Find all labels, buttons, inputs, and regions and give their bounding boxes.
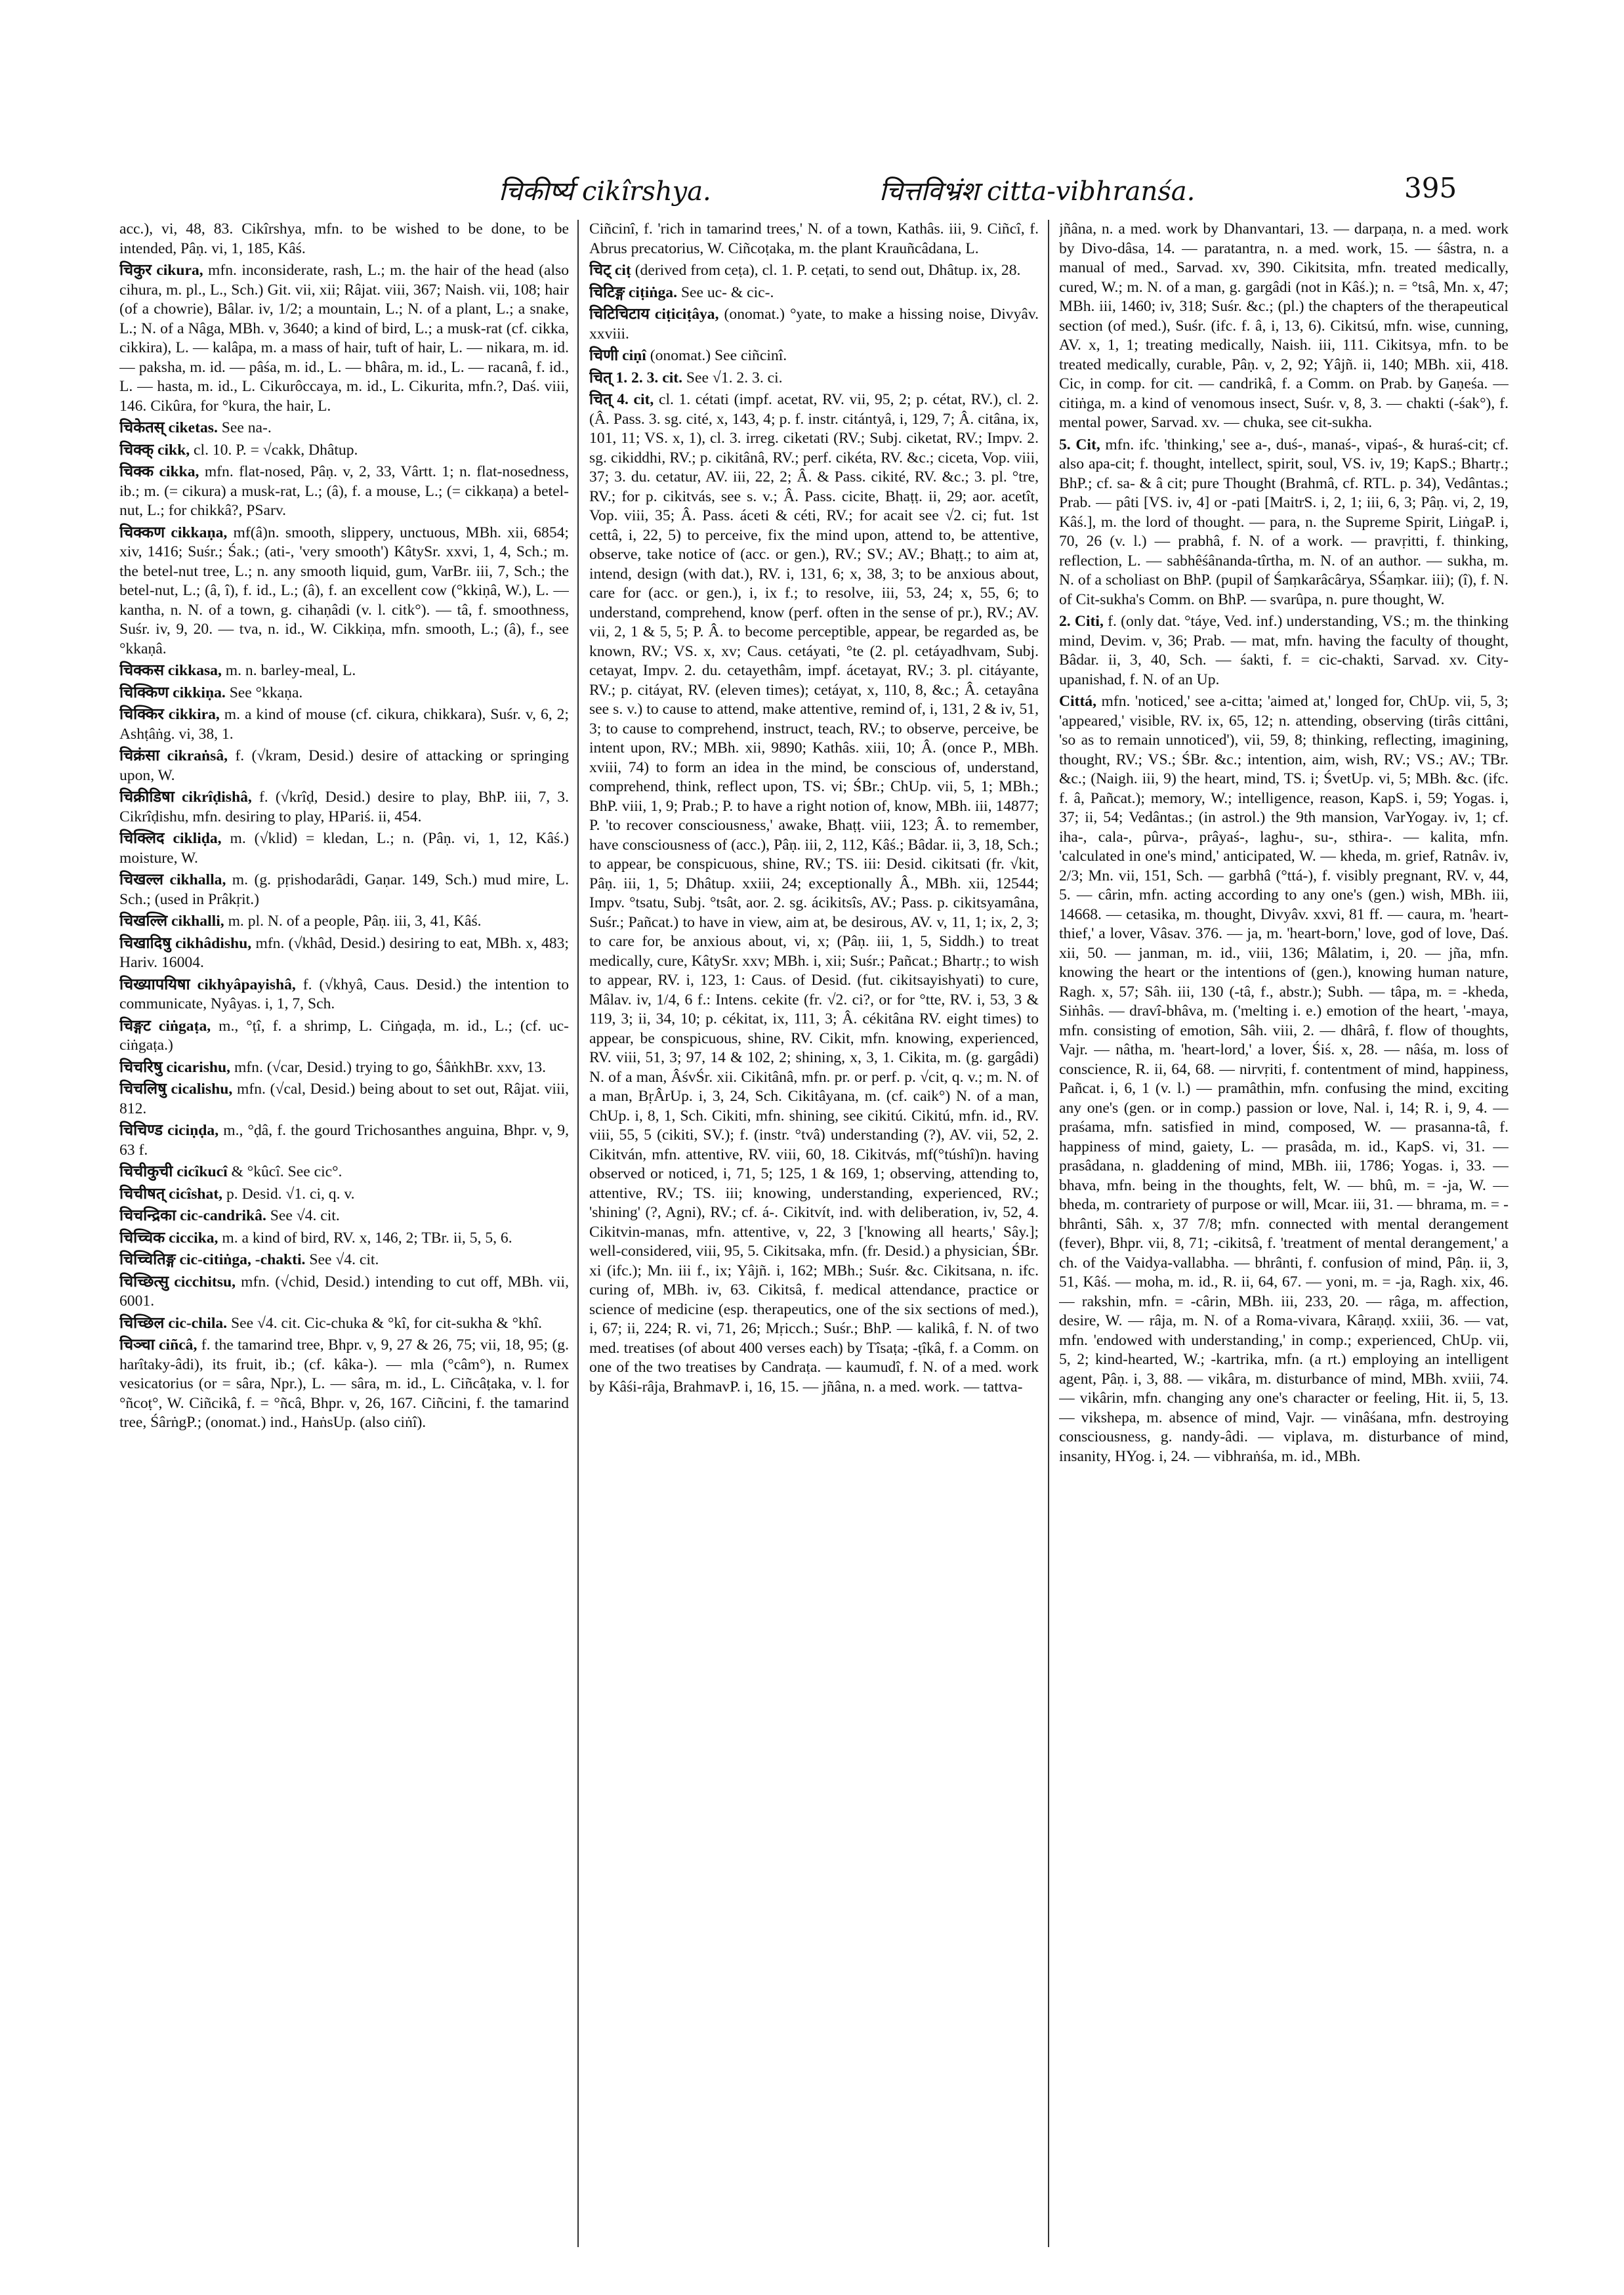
entry-text: m. a kind of mouse (cf. cikura, chikkara), Suśr. v, 6, 2; Ashṭâṅg. vi, 38, 1. <box>119 706 569 743</box>
entry-headword: चिक्क् cikk, <box>119 441 190 459</box>
entry-headword: चिचन्द्रिका cic-candrikâ. <box>119 1207 266 1224</box>
entry-headword: चिच्चितिङ्ग cic-citiṅga, -chakti. <box>119 1251 306 1268</box>
entry-text: See °kkaṇa. <box>229 684 303 701</box>
dictionary-entry <box>119 1229 569 1249</box>
dictionary-entry <box>119 788 569 827</box>
dictionary-entry <box>119 1080 569 1119</box>
dictionary-entry <box>1059 220 1509 433</box>
entry-text: See √4. cit. <box>309 1251 379 1268</box>
entry-headword: चिक्कस cikkasa, <box>119 662 222 679</box>
dictionary-entry <box>119 871 569 909</box>
entry-text: mf(â)n. smooth, slippery, unctuous, MBh. xii, 6854; xiv, 1416; Suśr.; Śak.; (ati-, 'very smooth') KâtySr. xxvi, 1, 4, Sch.; m. the betel-nut tree, L.; n. any smooth liquid, gum, VarBr. iii, 7, Sch.; the betel-nut, L.; (â, î), f. id., L.; (â), f. an excellent cow (°kkiṇâ, W.), L. — kantha, n. N. of a town, g. cihaṇâdi (v. l. citk°). — tâ, f. smoothness, Suśr. iv, 9, 20. — tva, n. id., W. Cikkiṇa, mfn. smooth, L.; (â), f., see °kkaṇâ. <box>119 524 569 657</box>
entry-headword: चिचरिषु cicarishu, <box>119 1058 231 1076</box>
dictionary-entry <box>119 524 569 659</box>
entry-headword: Cittá, <box>1059 693 1097 710</box>
dictionary-entry <box>119 976 569 1014</box>
entry-text: f. the tamarind tree, Bhpr. v, 9, 27 & 26, 75; vii, 18, 95; (g. harîtaky-âdi), its fruit, ib.; (cf. kâka-). — mla (°câm°), n. Rumex vesicatorius (or = sâra, Npr.), L. — sâra, m. id., L. Ciñcâṭaka, v. l. for °ñcoṭ°, W. Ciñcikâ, f. = °ñcâ, Bhpr. v, 26, 167. Ciñcini, f. the tamarind tree, ŚârṅgP.; (onomat.) ind., HaṅsUp. (also ciṅî). <box>119 1336 569 1431</box>
dictionary-entry <box>589 305 1039 344</box>
entry-text: mfn. (√cal, Desid.) being about to set out, Râjat. viii, 812. <box>119 1081 569 1117</box>
entry-headword: चिटिङ्ग ciṭiṅga. <box>589 283 677 301</box>
entry-headword: चिकेतस् ciketas. <box>119 419 218 436</box>
entry-headword: चिङ्गट ciṅgaṭa, <box>119 1017 211 1035</box>
entry-text: f. (√kram, Desid.) desire of attacking or springing upon, W. <box>119 747 569 784</box>
entry-headword: चित् 4. cit, <box>589 391 654 408</box>
dictionary-entry <box>119 1207 569 1226</box>
entry-text: See √4. cit. <box>270 1207 340 1224</box>
entry-text: m. (g. pṛishodarâdi, Gaṇar. 149, Sch.) mud mire, L. Sch.; (used in Prâkṛit.) <box>119 871 569 908</box>
dictionary-entry <box>119 261 569 416</box>
page-number: 395 <box>1404 172 1457 204</box>
entry-text: mfn. (√khâd, Desid.) desiring to eat, MBh. x, 483; Hariv. 16004. <box>119 934 569 971</box>
entry-headword: चिख्यापयिषा cikhyâpayishâ, <box>119 976 296 993</box>
entry-text: See √1. 2. 3. ci. <box>686 369 783 386</box>
dictionary-entry <box>589 390 1039 1397</box>
dictionary-entry <box>1059 436 1509 610</box>
entry-headword: चित् 1. 2. 3. cit. <box>589 369 683 386</box>
entry-text: mfn. (√car, Desid.) trying to go, ŚâṅkhBr. xxv, 13. <box>234 1058 547 1076</box>
dictionary-entry <box>119 1185 569 1205</box>
entry-text: Ciñcinî, f. 'rich in tamarind trees,' N. of a town, Kathâs. iii, 9. Ciñcî, f. Abrus precatorius, W. Ciñcoṭaka, m. the plant Krauñcâdana, L. <box>589 220 1039 257</box>
entry-headword: चिक्लिद cikliḍa, <box>119 830 222 847</box>
entry-headword: चिकुर cikura, <box>119 262 203 279</box>
dictionary-entry <box>119 419 569 438</box>
dictionary-entry <box>119 684 569 703</box>
dictionary-entry <box>119 1273 569 1312</box>
entry-headword: चिचीषत् cicîshat, <box>119 1185 223 1203</box>
dictionary-entry <box>119 1058 569 1078</box>
dictionary-entry <box>119 220 569 258</box>
entry-text: mfn. inconsiderate, rash, L.; m. the hair of the head (also cihura, m. pl., L., Sch.) Git. vii, xii; Râjat. viii, 367; Naish. vii, 108; hair (of a chowrie), Bâlar. iv, 1/2; a mountain, L.; N. of a plant, L.; a snake, L.; N. of a Nâga, MBh. v, 3640; a kind of bird, L.; a musk-rat (cf. cikka, cikkira), L. — kalâpa, m. a mass of hair, tuft of hair, L. — nikara, m. id. — paksha, m. id. — pâśa, m. id., L. — bhâra, m. id., L. — racanâ, f. id., L. — hasta, m. id., L. Cikurôccaya, m. id., L. Cikurita, mfn.?, Daś. viii, 146. Cikûra, for °kura, the hair, L. <box>119 262 569 415</box>
entry-text: m. pl. N. of a people, Pâṇ. iii, 3, 41, Kâś. <box>228 913 482 930</box>
entry-text: See uc- & cic-. <box>680 283 774 301</box>
entry-text: See na-. <box>221 419 272 436</box>
entry-text: p. Desid. √1. ci, q. v. <box>226 1185 355 1203</box>
entry-headword: चिट् ciṭ <box>589 262 631 279</box>
dictionary-entry <box>119 747 569 785</box>
column-rule <box>577 220 579 2247</box>
entry-headword: चिणी ciṇî <box>589 347 646 364</box>
entry-text: jñâna, n. a med. work by Dhanvantari, 13. — darpaṇa, n. a med. work by Divo-dâsa, 14. — paratantra, n. a med. work, 15. — śâstra, n. a manual of med., Sarvad. xv, 390. Cikitsita, mfn. treated medically, cured, W.; m. N. of a man, g. gargâdi (not in Kâś.); n. = °tsâ, Mn. x, 47; MBh. iii, 1460; iv, 318; Suśr. &c.; (pl.) the chapters of the therapeutical section (of med.), Suśr. (ifc. f. â, i, 13, 6). Cikitsú, mfn. wise, cunning, AV. x, 1, 1; treating medically, Naish. iii, 111. Cikitsya, mfn. to be treated medically, curable, Pâṇ. v, 2, 92; Yâjñ. ii, 140; MBh. xii, 418. Cic, in comp. for cit. — candrikâ, f. a Comm. on Prab. by Gaṇeśa. — citiṅga, m. a kind of venomous insect, Suśr. v, 8, 3. — chakti (-śak°), f. mental power, Sarvad. xv. — chuka, see cit-sukha. <box>1059 220 1509 431</box>
entry-text: cl. 10. P. = √cakk, Dhâtup. <box>194 441 358 459</box>
entry-headword: चिचीकुची cicîkucî <box>119 1163 228 1180</box>
entry-headword: 2. Citi, <box>1059 613 1104 630</box>
column-1 <box>119 220 569 2244</box>
dictionary-entry <box>119 1314 569 1334</box>
entry-text: f. (only dat. °táye, Ved. inf.) understanding, VS.; m. the thinking mind, Devim. v, 36; Prab. — mat, mfn. having the faculty of thought, Bâdar. ii, 3, 40, Sch. — śakti, f. = cic-chakti, Sarvad. xv. City-upanishad, f. N. of an Up. <box>1059 613 1509 688</box>
dictionary-entry <box>1059 612 1509 690</box>
column-rule <box>1048 220 1049 2247</box>
entry-headword: चिखल्ल cikhalla, <box>119 871 226 888</box>
dictionary-entry <box>589 346 1039 366</box>
dictionary-entry <box>119 934 569 973</box>
dictionary-entry <box>589 283 1039 303</box>
page-header <box>0 172 1624 218</box>
left-running-head: चिकीर्ष्य cikîrshya. <box>499 176 711 207</box>
dictionary-entry <box>589 261 1039 281</box>
entry-text: cl. 1. cétati (impf. acetat, RV. vii, 95, 2; p. cétat, RV.), cl. 2. (Â. Pass. 3. sg. cité, x, 143, 4; p. f. instr. citántyâ, i, 129, 7; Â. citâna, ix, 101, 11; VS. x, 1), cl. 3. irreg. ciketati (RV.; Subj. ciketat, RV.; Impv. 2. sg. cikiddhi, RV.; p. cikitânâ, RV.; perf. cikéta, RV. &c.; ciceta, Vop. viii, 37; 3. du. cetatur, AV. iii, 22, 2; Â. & Pass. cikité, RV. &c.; 3. pl. °tre, RV.; for p. cikitvás, see s. v.; Â. Pass. cicite, Bhaṭṭ. ii, 29; aor. acetît, Vop. viii, 35; Â. Pass. áceti & céti, RV.; for acait see √2. ci; fut. 1st cettâ, i, 22, 5) to perceive, fix the mind upon, attend to, be attentive, observe, take notice of (acc. or gen.), RV.; SV.; AV.; Bhaṭṭ.; to aim at, intend, design (with dat.), RV. i, 131, 6; x, 38, 3; to be anxious about, care for (acc. or gen.), i, ix f.; to resolve, iii, 53, 24; x, 55, 6; to understand, comprehend, know (perf. often in the sense of pr.), RV.; AV. vii, 2, 1 & 5, 5; P. Â. to become perceptible, appear, be regarded as, be known, RV.; VS. x, xv; Caus. cetáyati, °te (2. pl. cetáyadhvam, Subj. cetayat, Impv. 2. du. cetayethâm, impf. ácetayat, RV.; 3. pl. citáyante, RV.; p. citáyat, RV. (eleven times); cetáyat, x, 110, 8, &c.; Â. cetayâna see s. v.) to cause to attend, make attentive, remind of, i, 131, 2 & iv, 51, 3; to cause to comprehend, instruct, teach, RV.; to observe, perceive, be intent upon, RV.; MBh. xii, 9890; Kathâs. xiii, 10; Â. (once P., MBh. xviii, 74) to form an idea in the mind, be conscious of, understand, comprehend, think, reflect upon, TS. vi; ŚBr.; ChUp. vii, 5, 1; MBh.; BhP. viii, 1, 9; Prab.; P. to have a right notion of, know, MBh. iii, 14877; P. 'to recover consciousness,' awake, Bhaṭṭ. viii, 123; Â. to remember, have consciousness of (acc.), Pâṇ. iii, 2, 112, Kâś.; Bâdar. ii, 3, 18, Sch.; to appear, be conspicuous, shine, RV.; TS. iii: Desid. cikitsati (fr. √kit, Pâṇ. iii, 1, 5; Dhâtup. xxiii, 24; exceptionally Â., MBh. xii, 12544; Impv. °tsatu, Subj. °tsât, aor. 2. sg. ácikitsîs, AV.; Pass. p. cikitsyamâna, Suśr.; Pañcat.) to have in view, aim at, be desirous, AV. v, 11, 1; ix, 2, 3; to care for, be anxious about, vi, x; (Pâṇ. iii, 1, 5, Siddh.) to treat medically, cure, KâtySr. xxv; MBh. i, xii; Suśr.; Pañcat.; Bhartṛ.; to wish to appear, RV. i, 123, 1: Caus. of Desid. (fut. cikitsayishyati) to cure, Mâlav. iv, 1/4, 6 f.: Intens. cekite (fr. √2. ci?, or for °tte, RV. i, 53, 3 & 119, 3; ii, 34, 10; p. cékitat, ix, 111, 3; Â. cékitâna RV. eight times) to appear, be conspicuous, shine, RV. Cikit, mfn. knowing, experienced, RV. viii, 51, 3; 97, 14 & 102, 2; shining, x, 3, 1. Cikita, m. (g. gargâdi) N. of a man, ÂśvŚr. xii. Cikitânâ, mfn. pr. or perf. p. √cit, q. v.; m. N. of a man, BṛÂrUp. i, 3, 24, Sch. Cikitâyana, m. (cf. caik°) N. of a man, ChUp. i, 8, 1, Sch. Cikiti, mfn. shining, see cikitú. Cikitú, mfn. id., RV. viii, 55, 5 (cikiti, SV.); f. (instr. °tvâ) understanding (?), AV. vii, 52, 2. Cikitván, mfn. attentive, RV. viii, 60, 18. Cikitvás, mf(°túshî)n. having observed or noticed, i, 71, 5; 125, 1 & 169, 1; observing, attending to, attentive, RV.; TS. iii; knowing, understanding, experienced, RV.; 'shining' (?, Agni), RV.; cf. á-. Cikitvít, ind. with deliberation, iv, 52, 4. Cikitvin-manas, mfn. attentive, v, 22, 3 ['knowing all hearts,' Sây.]; well-considered, viii, 95, 5. Cikitsaka, mfn. (fr. Desid.) a physician, ŚBr. xi (ifc.); Mn. iii f., ix; Yâjñ. i, 162; MBh.; Suśr. &c. Cikitsana, n. ifc. curing of, MBh. iv, 63. Cikitsâ, f. medical attendance, practice or science of medicine (esp. therapeutics, one of the six sections of med.), i, 67; ii, 224; R. vi, 71, 26; Mṛicch.; Suśr.; BhP. — kalikâ, f. N. of two med. treatises (of about 400 verses each) by Tîsaṭa; -ṭîkâ, f. a Comm. on one of the two treatises by Candraṭa. — kaumudî, f. N. of a med. work by Kâśi-râja, BrahmavP. i, 16, 15. — jñâna, n. a med. work. — tattva- <box>589 391 1039 1396</box>
right-running-head: चित्तविभ्रंश citta-vibhranśa. <box>879 176 1196 207</box>
entry-text: f. (√krîḍ, Desid.) desire to play, BhP. iii, 7, 3. Cikrîḍishu, mfn. desiring to play, HPariś. ii, 454. <box>119 789 569 825</box>
entry-headword: चिचिण्ड ciciṇḍa, <box>119 1122 219 1139</box>
dictionary-entry <box>119 463 569 521</box>
entry-text: acc.), vi, 48, 83. Cikîrshya, mfn. to be wished to be done, to be intended, Pâṇ. vi, 1, 185, Kâś. <box>119 220 569 257</box>
dictionary-entry <box>1059 692 1509 1466</box>
dictionary-entry <box>119 829 569 868</box>
entry-headword: चिच्छिल cic-chila. <box>119 1314 228 1332</box>
entry-text: (onomat.) See ciñcinî. <box>650 347 787 364</box>
entry-headword: चिच्चिक ciccika, <box>119 1229 219 1247</box>
entry-headword: चिक्रंसा cikraṅsâ, <box>119 747 228 764</box>
entry-headword: चिक्रीडिषा cikrîḍishâ, <box>119 789 252 806</box>
entry-text: mfn. 'noticed,' see a-citta; 'aimed at,' longed for, ChUp. vii, 5, 3; 'appeared,' visible, RV. ix, 65, 12; n. attending, observing (tirâs cittâni, 'so as to remain unnoticed'), vii, 59, 8; thinking, reflecting, imagining, thought, RV.; VS.; ŚBr. &c.; intention, aim, wish, RV.; VS.; AV.; TBr. &c.; (Naigh. iii, 9) the heart, mind, TS. i; ŚvetUp. vi, 5; MBh. &c. (ifc. f. â, Pañcat.); memory, W.; intelligence, reason, KapS. i, 59; Yogas. i, 37; ii, 54; Vedântas.; (in astrol.) the 9th mansion, VarYogay. iv, 1; cf. iha-, cala-, pûrva-, prâyaś-, laghu-, su-, sthira-. — kalita, mfn. 'calculated in one's mind,' anticipated, W. — kheda, m. grief, Ratnâv. iv, 2/3; Mn. vii, 151, Sch. — garbhâ (°ttá-), f. visibly pregnant, RV. v, 44, 5. — cârin, mfn. acting according to any one's (gen.) wish, MBh. iii, 14668. — cetasika, m. thought, Divyâv. xxvi, 81 ff. — caura, m. 'heart-thief,' a lover, Vâsav. 376. — ja, m. 'heart-born,' love, god of love, Daś. xii, 50. — janman, m. id., viii, 136; Mâlatim, i, 20. — jña, mfn. knowing the heart or the intentions of (gen.), knowing human nature, Ragh. x, 57; Sâh. iii, 130 (-tâ, f., abstr.); Subh. — tâpa, m. = -kheda, Siṅhâs. — dravî-bhâva, m. ('melting i. e.) emotion of the heart, '-maya, mfn. consisting of emotion, Sâh. viii, 2. — dhârâ, f. flow of thoughts, Vajr. — nâtha, m. 'heart-lord,' a lover, Śiś. x, 28. — nâśa, m. loss of conscience, R. ii, 64, 68. — nirvṛiti, f. contentment of mind, happiness, Pañcat. i, 6, 1 (v. l.) — pramâthin, mfn. confusing the mind, exciting any one's (gen. or in comp.) passion or love, Nal. i, 14; R. i, 9, 4. — praśama, mfn. satisfied in mind, composed, W. — prasanna-tâ, f. happiness of mind, gaiety, L. — prasâda, m. id., KapS. vi, 31. — prasâdana, n. gladdening of mind, MBh. iii, 1786; Yogas. i, 33. — bhava, mfn. being in the thoughts, felt, W. — bhû, m. = -ja, W. — bheda, m. contrariety of purpose or will, Mcar. iii, 31. — bhrama, m. = -bhrânti, Sâh. x, 37 7/8; mfn. connected with mental derangement (fever), Bhpr. vii, 8, 71; -cikitsâ, f. 'treatment of mental derangement,' a ch. of the Vaidya-vallabha. — bhrânti, f. confusion of mind, Pâṇ. ii, 3, 51, Kâś. — moha, m. id., R. ii, 64, 67. — yoni, m. = -ja, Ragh. xix, 46. — rakshin, mfn. = -cârin, MBh. iii, 233, 20. — râga, m. affection, desire, W. — râja, m. N. of a Roma-vivara, Kâraṇḍ. xxiii, 36. — vat, mfn. 'endowed with understanding,' in comp.; experienced, ChUp. vii, 5, 2; kind-hearted, W.; -kartrika, mfn. (a rt.) employing an intelligent agent, Pâṇ. i, 3, 88. — vikâra, m. disturbance of mind, MBh. xviii, 74. — vikârin, mfn. changing any one's character or feeling, Hit. ii, 5, 13. — vikshepa, m. absence of mind, Vajr. — vinâśana, mfn. destroying consciousness, g. nandy-âdi. — viplava, m. disturbance of mind, insanity, HYog. i, 24. — vibhraṅśa, m. id., MBh. <box>1059 693 1509 1465</box>
dictionary-entry <box>119 1121 569 1160</box>
entry-headword: चिखादिषु cikhâdishu, <box>119 934 252 952</box>
entry-headword: चिक्किर cikkira, <box>119 706 220 723</box>
entry-text: mfn. ifc. 'thinking,' see a-, duś-, manaś-, vipaś-, & huraś-cit; cf. also apa-cit; f. thought, intellect, spirit, soul, VS. iv, 19; KapS.; Bhartṛ.; BhP.; cf. sa- & â cit; pure Thought (Brahmâ, cf. RTL. p. 34), Vedântas.; Prab. — pâti [VS. iv, 4] or -pati [MaitrS. i, 2, 1; iii, 6, 3; Pâṇ. vi, 2, 19, Kâś.], m. the lord of thought. — para, n. the Supreme Spirit, LiṅgaP. i, 70, 26 (v. l.) — prabhâ, f. N. of a work. — pravṛitti, f. thinking, reflection, L. — sabhêśânanda-tîrtha, m. N. of an author. — sukha, m. N. of a scholiast on BhP. (pupil of Śaṃkarâcârya, SŚaṃkar. iii); (î), f. N. of Cit-sukha's Comm. on BhP. — svarûpa, n. pure thought, W. <box>1059 436 1509 608</box>
dictionary-entry <box>589 220 1039 258</box>
entry-headword: चिचलिषु cicalishu, <box>119 1081 233 1098</box>
entry-headword: चिच्छित्सु cicchitsu, <box>119 1273 236 1291</box>
dictionary-entry <box>589 369 1039 388</box>
entry-headword: चिञ्चा ciñcâ, <box>119 1336 198 1354</box>
entry-text: m. n. barley-meal, L. <box>225 662 356 679</box>
entry-headword: चिखल्लि cikhalli, <box>119 913 224 930</box>
entry-headword: चिक्क cikka, <box>119 463 199 480</box>
entry-text: See √4. cit. Cic-chuka & °kî, for cit-sukha & °khî. <box>230 1314 543 1332</box>
entry-text: m. a kind of bird, RV. x, 146, 2; TBr. ii, 5, 5, 6. <box>222 1229 512 1247</box>
entry-text: f. (√khyâ, Caus. Desid.) the intention to communicate, Nyâyas. i, 1, 7, Sch. <box>119 976 569 1012</box>
column-3 <box>1059 220 1509 2244</box>
entry-text: m., °ḍâ, f. the gourd Trichosanthes anguina, Bhpr. v, 9, 63 f. <box>119 1122 569 1159</box>
dictionary-entry <box>119 661 569 681</box>
entry-text: m., °ṭî, f. a shrimp, L. Ciṅgaḍa, m. id., L.; (cf. uc-ciṅgaṭa.) <box>119 1017 569 1054</box>
dictionary-entry <box>119 441 569 461</box>
entry-text: mfn. flat-nosed, Pâṇ. v, 2, 33, Vârtt. 1; n. flat-nosedness, ib.; m. (= cikura) a musk-rat, L.; (â), f. a mouse, L.; (= cikkaṇa) a betel-nut, L.; for chikkâ?, PSarv. <box>119 463 569 519</box>
entry-headword: चिक्कण cikkaṇa, <box>119 524 228 541</box>
dictionary-entry <box>119 1017 569 1056</box>
dictionary-entry <box>119 1336 569 1433</box>
entry-headword: 5. Cit, <box>1059 436 1100 453</box>
entry-text: & °kûcî. See cic°. <box>231 1163 343 1180</box>
dictionary-entry <box>119 705 569 744</box>
entry-headword: चिक्किण cikkiṇa. <box>119 684 226 701</box>
column-2 <box>589 220 1039 2244</box>
dictionary-entry <box>119 912 569 932</box>
dictionary-entry <box>119 1251 569 1270</box>
entry-text: m. (√klid) = kledan, L.; n. (Pâṇ. vi, 1, 12, Kâś.) moisture, W. <box>119 830 569 867</box>
entry-text: mfn. (√chid, Desid.) intending to cut off, MBh. vii, 6001. <box>119 1273 569 1310</box>
entry-headword: चिटिचिटाय ciṭiciṭâya, <box>589 306 719 323</box>
entry-text: (onomat.) °yate, to make a hissing noise, Divyâv. xxviii. <box>589 306 1039 342</box>
dictionary-entry <box>119 1163 569 1182</box>
entry-text: (derived from ceṭa), cl. 1. P. ceṭati, to send out, Dhâtup. ix, 28. <box>635 262 1021 279</box>
